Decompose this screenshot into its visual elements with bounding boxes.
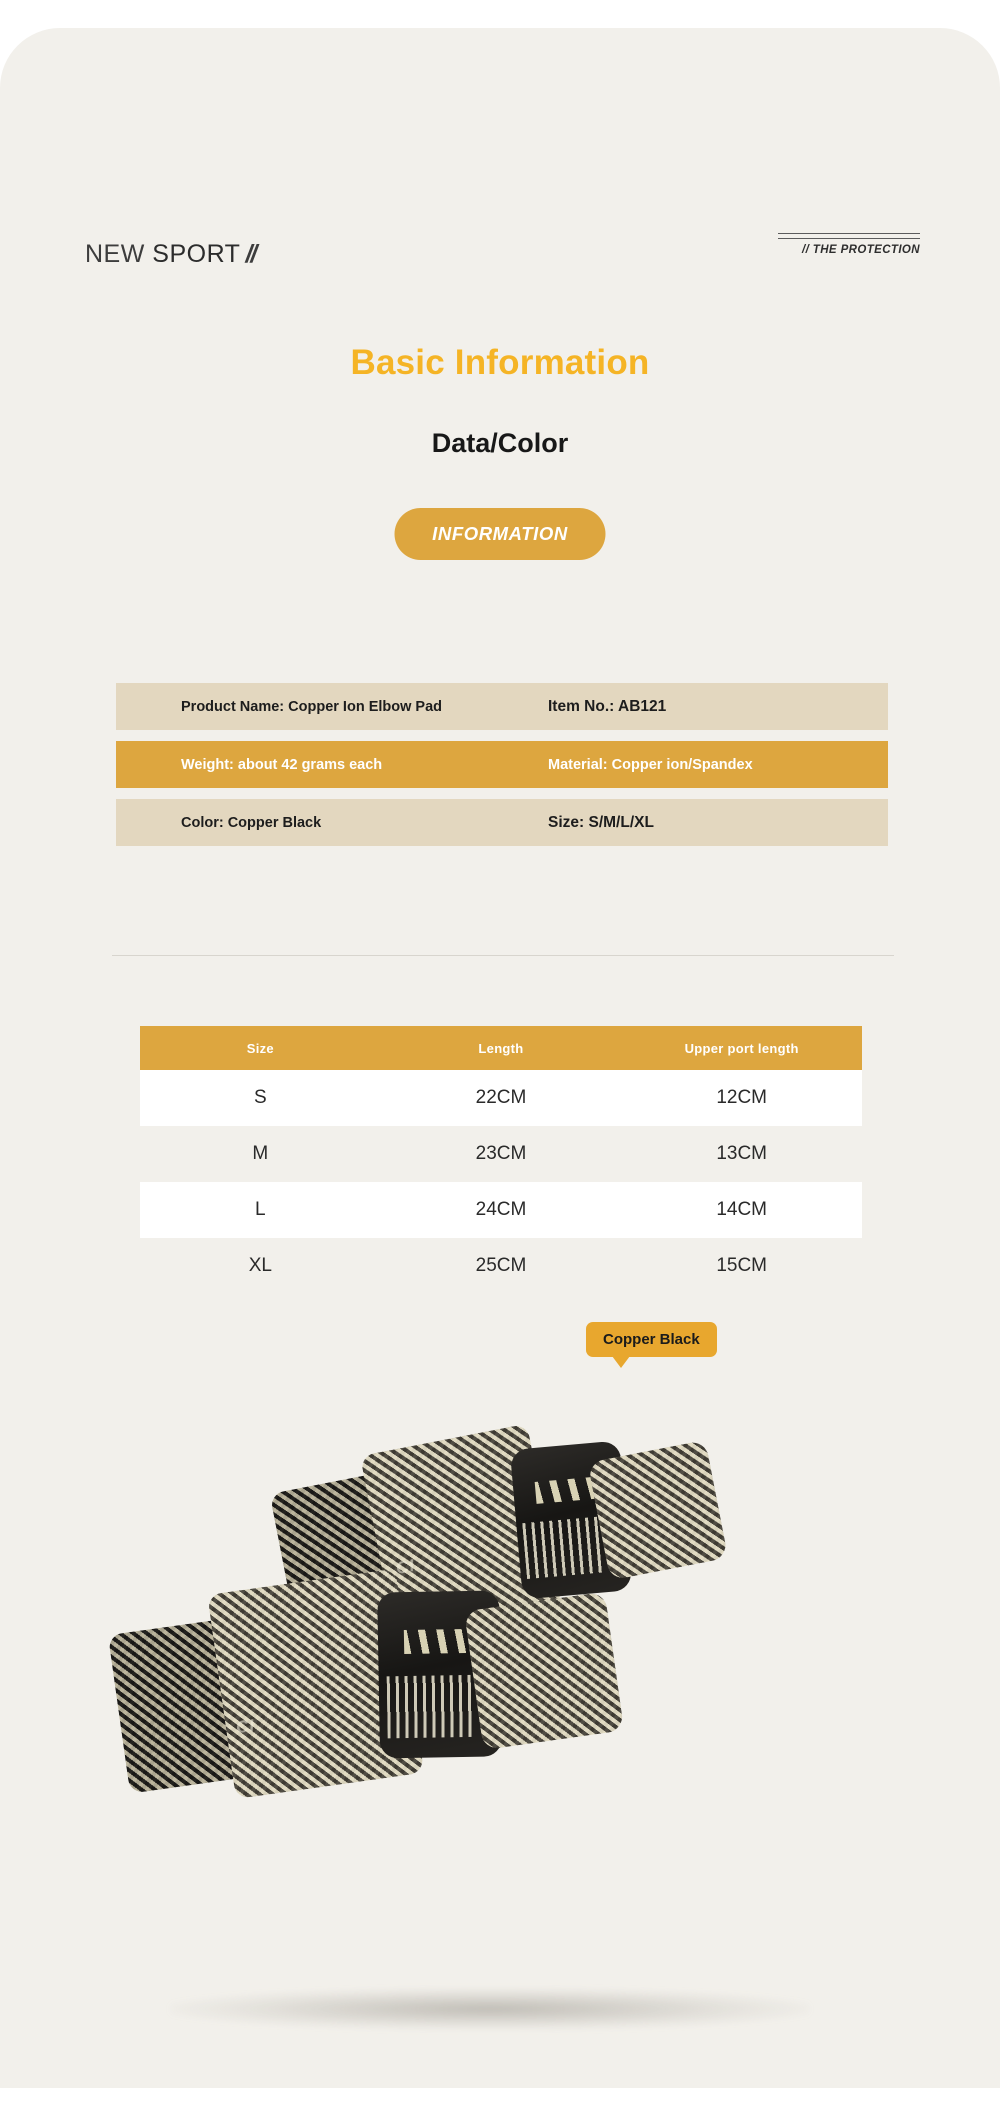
- table-cell-length: 23CM: [475, 1143, 527, 1164]
- elbow-sleeve-front: [100, 1503, 661, 1902]
- band-ribs: [387, 1675, 474, 1738]
- size-table-header-cell: Length: [381, 1026, 622, 1070]
- page-subtitle: Data/Color: [431, 428, 569, 458]
- page-title: Basic Information: [350, 343, 650, 382]
- table-cell-size: M: [252, 1143, 269, 1164]
- protection-tagline: [778, 233, 920, 256]
- spec-right: Size: S/M/L/XL: [548, 813, 654, 831]
- color-callout-label: Copper Black: [603, 1331, 700, 1348]
- section-divider: [112, 955, 894, 956]
- spec-row: [116, 683, 888, 730]
- table-cell-length: 22CM: [381, 1070, 622, 1126]
- table-cell-upper-port: 13CM: [716, 1143, 767, 1164]
- table-cell-length: 24CM: [381, 1182, 622, 1238]
- band-stripes: [404, 1629, 466, 1654]
- size-table: [140, 1026, 862, 1294]
- content-card: [0, 28, 1000, 2088]
- spec-right: Material: Copper ion/Spandex: [548, 756, 753, 773]
- table-cell-upper-port: 15CM: [716, 1255, 767, 1276]
- table-row: [140, 1070, 862, 1126]
- spec-right: Item No.: AB121: [548, 697, 667, 715]
- spec-row: [116, 741, 888, 788]
- table-row: [140, 1238, 862, 1294]
- tagline-rules: [778, 233, 920, 239]
- size-table-header-cell: Size: [140, 1026, 381, 1070]
- product-photo: [90, 1398, 910, 2018]
- information-badge: INFORMATION: [395, 508, 606, 560]
- brand-logo: [85, 240, 255, 269]
- band-stripes: [535, 1477, 595, 1504]
- specification-list: [116, 683, 888, 857]
- tagline-rule-top: [778, 233, 920, 234]
- tagline-rule-bottom: [778, 238, 920, 239]
- table-cell-size: XL: [248, 1255, 272, 1276]
- sleeve-logo: CI: [394, 1555, 417, 1579]
- tagline-text: // THE PROTECTION: [802, 244, 920, 256]
- spec-left: Product Name: Copper Ion Elbow Pad: [181, 698, 443, 715]
- size-table-header-row: [140, 1026, 862, 1070]
- sleeve-logo: CI: [234, 1715, 257, 1738]
- table-cell-upper-port: 12CM: [621, 1070, 862, 1126]
- size-table-header-cell: Upper port length: [621, 1026, 862, 1070]
- spec-row: [116, 799, 888, 846]
- spec-left: Weight: about 42 grams each: [181, 756, 383, 773]
- table-cell-length: 25CM: [475, 1255, 527, 1276]
- brand-word-sport: SPORT: [152, 240, 241, 268]
- sleeve-forearm-knit: [464, 1592, 624, 1750]
- table-row: [140, 1182, 862, 1238]
- table-cell-size: S: [140, 1070, 381, 1126]
- spec-left: Color: Copper Black: [181, 814, 322, 831]
- table-cell-upper-port: 14CM: [621, 1182, 862, 1238]
- product-shadow: [170, 1988, 810, 2030]
- brand-word-new: NEW: [85, 240, 145, 268]
- color-callout: [586, 1322, 717, 1357]
- table-cell-size: L: [140, 1182, 381, 1238]
- table-row: [140, 1126, 862, 1182]
- brand-slash-mark: //: [245, 240, 256, 268]
